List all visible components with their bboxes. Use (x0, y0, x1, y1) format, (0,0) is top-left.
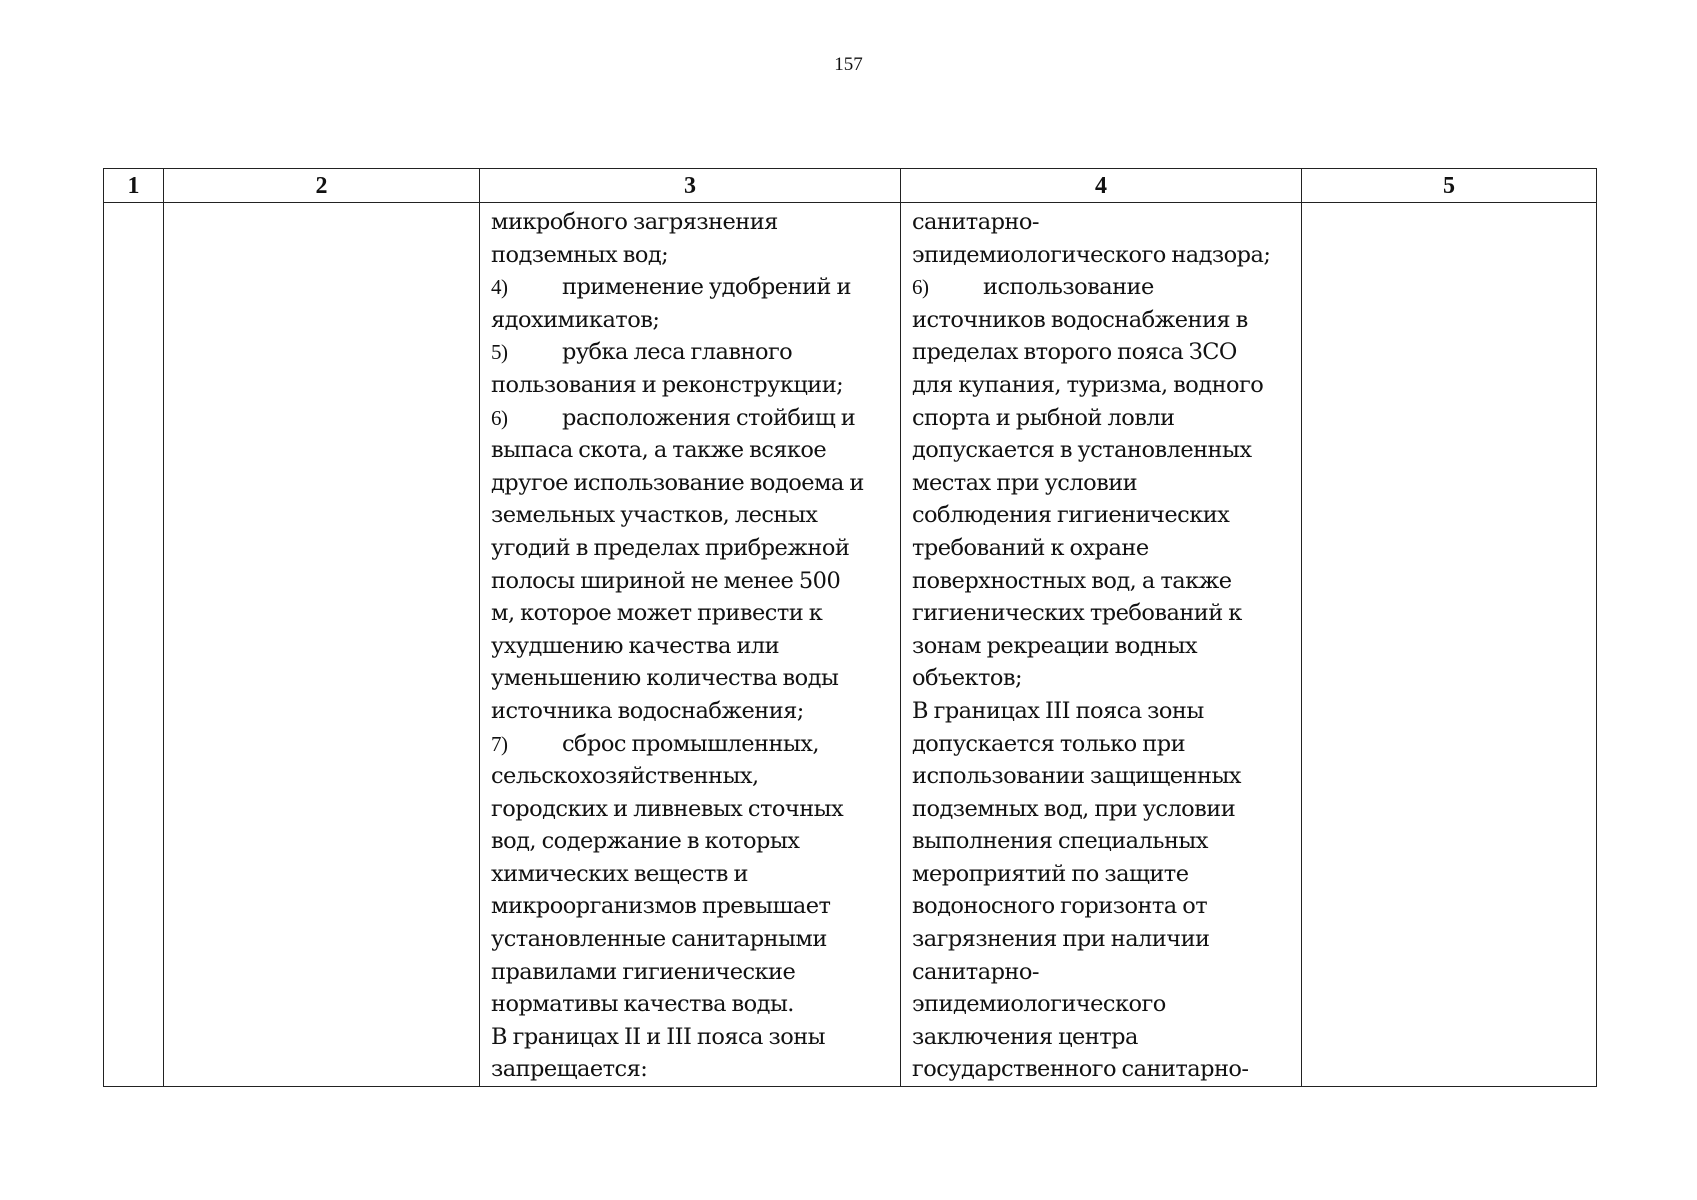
line-text: гигиенических требований к (912, 600, 1242, 627)
header-col-3: 3 (480, 169, 901, 203)
line-text: нормативы качества воды. (491, 991, 794, 1018)
col3-line (491, 793, 890, 826)
col3-line (491, 923, 890, 956)
line-text: подземных вод, при условии (912, 795, 1236, 822)
line-text: земельных участков, лесных (491, 502, 818, 529)
cell-col-5 (1302, 203, 1597, 1087)
line-text: расположения стойбищ и (562, 404, 856, 431)
col4-line (912, 532, 1291, 565)
col4-line (912, 825, 1291, 858)
line-text: использование (983, 274, 1154, 301)
col3-line (491, 434, 890, 467)
line-text: местах при условии (912, 469, 1138, 496)
header-col-1: 1 (104, 169, 164, 203)
col3-line (491, 597, 890, 630)
line-text: государственного санитарно- (912, 1056, 1249, 1083)
list-number: 4) (491, 275, 508, 300)
cell-col-3 (480, 203, 901, 1087)
col4-line (912, 858, 1291, 891)
list-number: 7) (491, 731, 508, 756)
cell-col-1 (104, 203, 164, 1087)
col3-line (491, 206, 890, 239)
line-text: заключения центра (912, 1023, 1138, 1050)
line-text: рубка леса главного (562, 339, 793, 366)
line-text: санитарно- (912, 209, 1039, 235)
col3-line (491, 239, 890, 272)
line-text: поверхностных вод, а также (912, 567, 1232, 594)
col4-line (912, 662, 1291, 695)
line-text: выполнения специальных (912, 828, 1208, 855)
line-text: допускается в установленных (912, 437, 1252, 464)
line-text: ядохимикатов; (491, 306, 660, 333)
col4-line (912, 988, 1291, 1021)
col3-line (491, 728, 890, 761)
line-text: В границах II и III пояса зоны (491, 1023, 826, 1050)
line-text: установленные санитарными (491, 926, 827, 953)
line-text: соблюдения гигиенических (912, 502, 1230, 529)
col3-line (491, 825, 890, 858)
table-row (104, 203, 1597, 1087)
col4-line (912, 630, 1291, 663)
col3-line (491, 499, 890, 532)
list-number: 6) (491, 405, 508, 430)
col3-line (491, 760, 890, 793)
col3-line (491, 858, 890, 891)
col3-line (491, 630, 890, 663)
col4-line (912, 728, 1291, 761)
col3-text (480, 203, 900, 1086)
line-text: вод, содержание в которых (491, 828, 800, 855)
col4-line (912, 760, 1291, 793)
col4-line (912, 499, 1291, 532)
page-number: 157 (834, 54, 863, 75)
line-text: применение удобрений и (562, 274, 851, 301)
col3-line (491, 336, 890, 369)
col4-line (912, 239, 1291, 272)
col4-line (912, 793, 1291, 826)
col3-line (491, 695, 890, 728)
line-text: городских и ливневых сточных (491, 795, 844, 822)
line-text: зонам рекреации водных (912, 632, 1197, 659)
line-text: сброс промышленных, (562, 730, 820, 757)
col3-line (491, 467, 890, 500)
col3-line (491, 532, 890, 565)
line-text: требований к охране (912, 534, 1149, 561)
col3-line (491, 271, 890, 304)
col4-line (912, 434, 1291, 467)
col4-text (901, 203, 1301, 1086)
line-text: санитарно- (912, 958, 1039, 985)
col3-line (491, 890, 890, 923)
col4-line (912, 304, 1291, 337)
list-number: 5) (491, 340, 508, 365)
line-text: химических веществ и (491, 860, 748, 887)
col4-line (912, 206, 1291, 239)
col3-line (491, 988, 890, 1021)
line-text: уменьшению количества воды (491, 665, 839, 692)
col3-line (491, 1021, 890, 1054)
col4-line (912, 956, 1291, 989)
col3-line (491, 369, 890, 402)
header-row (104, 169, 1597, 203)
col3-line (491, 565, 890, 598)
line-text: источников водоснабжения в (912, 306, 1248, 333)
col3-line (491, 304, 890, 337)
col4-line (912, 1053, 1291, 1086)
document-table (103, 168, 1597, 1087)
header-col-2: 2 (164, 169, 480, 203)
line-text: угодий в пределах прибрежной (491, 534, 850, 561)
col4-line (912, 369, 1291, 402)
line-text: м, которое может привести к (491, 600, 823, 627)
col4-line (912, 336, 1291, 369)
line-text: источника водоснабжения; (491, 697, 804, 724)
line-text: водоносного горизонта от (912, 893, 1208, 920)
line-text: микробного загрязнения (491, 209, 778, 235)
line-text: спорта и рыбной ловли (912, 404, 1175, 431)
line-text: эпидемиологического надзора; (912, 241, 1271, 268)
col4-line (912, 1021, 1291, 1054)
line-text: другое использование водоема и (491, 469, 864, 496)
line-text: пределах второго пояса ЗСО (912, 339, 1237, 366)
col3-line (491, 402, 890, 435)
line-text: выпаса скота, а также всякое (491, 437, 827, 464)
cell-col-2 (164, 203, 480, 1087)
header-col-5: 5 (1302, 169, 1597, 203)
table-header (104, 169, 1597, 203)
line-text: запрещается: (491, 1056, 648, 1083)
col3-line (491, 956, 890, 989)
col4-line (912, 890, 1291, 923)
col4-line (912, 695, 1291, 728)
line-text: использовании защищенных (912, 763, 1241, 790)
line-text: эпидемиологического (912, 991, 1166, 1018)
col4-line (912, 402, 1291, 435)
line-text: правилами гигиенические (491, 958, 796, 985)
line-text: полосы шириной не менее 500 (491, 567, 841, 594)
col4-line (912, 467, 1291, 500)
line-text: объектов; (912, 665, 1023, 692)
cell-col-4 (901, 203, 1302, 1087)
line-text: допускается только при (912, 730, 1186, 757)
line-text: ухудшению качества или (491, 632, 780, 659)
list-number: 6) (912, 275, 929, 300)
line-text: сельскохозяйственных, (491, 763, 759, 790)
header-col-4: 4 (901, 169, 1302, 203)
line-text: микроорганизмов превышает (491, 893, 831, 920)
line-text: загрязнения при наличии (912, 926, 1210, 953)
line-text: мероприятий по защите (912, 860, 1189, 887)
col4-line (912, 565, 1291, 598)
line-text: подземных вод; (491, 241, 669, 268)
line-text: для купания, туризма, водного (912, 371, 1264, 398)
col4-line (912, 271, 1291, 304)
col4-line (912, 597, 1291, 630)
col3-line (491, 662, 890, 695)
line-text: В границах III пояса зоны (912, 697, 1204, 724)
col4-line (912, 923, 1291, 956)
col3-line (491, 1053, 890, 1086)
line-text: пользования и реконструкции; (491, 371, 844, 398)
